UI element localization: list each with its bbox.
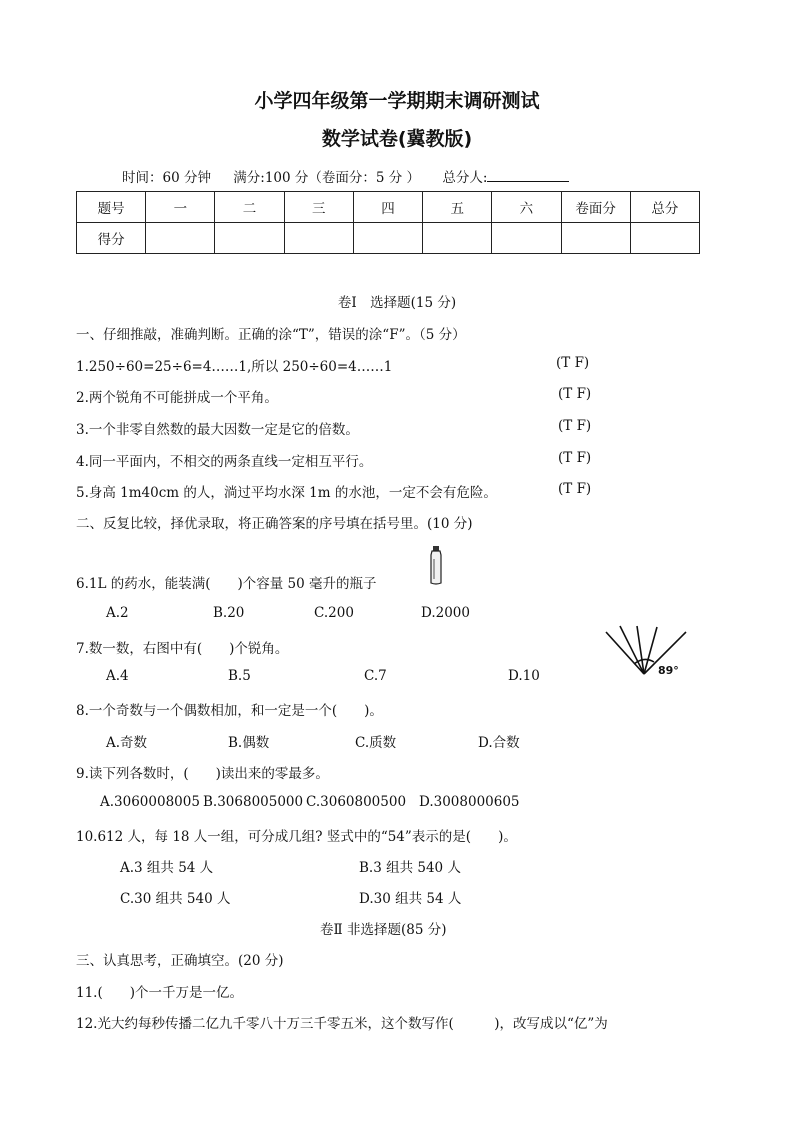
q9-option-a[interactable]: A.3060008005 (100, 794, 200, 810)
table-cell: 题号 (77, 192, 146, 223)
question-1: 1.250÷60=25÷6=4……1,所以 250÷60=4……1 (76, 359, 393, 375)
q8-option-a[interactable]: A.奇数 (106, 735, 148, 751)
tf-choice-4[interactable]: (T F) (558, 450, 592, 466)
q8-option-c[interactable]: C.质数 (355, 735, 397, 751)
table-cell: 六 (492, 192, 561, 223)
q10-option-d[interactable]: D.30 组共 54 人 (359, 891, 462, 907)
section1-heading: 一、仔细推敲，准确判断。正确的涂“T”，错误的涂“F”。（5 分） (76, 327, 466, 343)
question-7: 7.数一数，右图中有( )个锐角。 (76, 641, 289, 657)
total-scorer: 总分人: (442, 170, 587, 186)
question-8: 8.一个奇数与一个偶数相加，和一定是一个( )。 (76, 703, 383, 719)
score-input-cell[interactable] (353, 223, 422, 254)
score-row-label: 得分 (77, 223, 146, 254)
score-input-cell[interactable] (630, 223, 699, 254)
tf-choice-5[interactable]: (T F) (558, 481, 592, 497)
score-input-cell[interactable] (284, 223, 353, 254)
q7-option-d[interactable]: D.10 (508, 668, 540, 684)
angle-rays-figure (600, 622, 692, 680)
question-6: 6.1L 的药水，能装满( )个容量 50 毫升的瓶子 (76, 576, 377, 592)
question-4: 4.同一平面内，不相交的两条直线一定相互平行。 (76, 454, 373, 470)
q10-option-a[interactable]: A.3 组共 54 人 (120, 860, 214, 876)
exam-meta (122, 166, 587, 186)
q9-option-d[interactable]: D.3008000605 (419, 794, 520, 810)
q6-option-b[interactable]: B.20 (213, 605, 245, 621)
q8-option-b[interactable]: B.偶数 (228, 735, 270, 751)
q9-option-c[interactable]: C.3060800500 (306, 794, 407, 810)
score-input-cell[interactable] (423, 223, 492, 254)
total-scorer-blank[interactable] (487, 168, 569, 182)
table-cell: 五 (423, 192, 492, 223)
score-table-header-row (77, 192, 700, 223)
score-input-cell[interactable] (146, 223, 215, 254)
question-3: 3.一个非零自然数的最大因数一定是它的倍数。 (76, 422, 359, 438)
score-input-cell[interactable] (492, 223, 561, 254)
question-10: 10.612 人，每 18 人一组，可分成几组? 竖式中的“54”表示的是( )。 (76, 829, 517, 845)
time-limit: 时间：60 分钟 (122, 170, 211, 186)
q7-option-c[interactable]: C.7 (364, 668, 387, 684)
exam-subtitle: 数学试卷(冀教版) (321, 128, 473, 150)
score-table-score-row (77, 223, 700, 254)
question-9: 9.读下列各数时，( )读出来的零最多。 (76, 766, 329, 782)
part1-title: 卷Ⅰ 选择题(15 分) (337, 295, 457, 311)
exam-title: 小学四年级第一学期期末调研测试 (254, 90, 540, 112)
score-table (76, 191, 700, 254)
full-score: 满分:100 分（卷面分：5 分 ） (233, 170, 421, 186)
tf-choice-3[interactable]: (T F) (558, 418, 592, 434)
q6-option-a[interactable]: A.2 (106, 605, 129, 621)
table-cell: 总分 (630, 192, 699, 223)
score-input-cell[interactable] (561, 223, 630, 254)
table-cell: 三 (284, 192, 353, 223)
q10-option-c[interactable]: C.30 组共 540 人 (120, 891, 231, 907)
table-cell: 卷面分 (561, 192, 630, 223)
q9-option-b[interactable]: B.3068005000 (203, 794, 304, 810)
table-cell: 一 (146, 192, 215, 223)
question-11: 11.( )个一千万是一亿。 (76, 985, 244, 1001)
bottle-icon (428, 545, 444, 585)
score-input-cell[interactable] (215, 223, 284, 254)
question-5: 5.身高 1m40cm 的人，淌过平均水深 1m 的水池，一定不会有危险。 (76, 485, 497, 501)
tf-choice-1[interactable]: (T F) (556, 355, 590, 371)
table-cell: 二 (215, 192, 284, 223)
q10-option-b[interactable]: B.3 组共 540 人 (359, 860, 461, 876)
section2-heading: 二、反复比较，择优录取，将正确答案的序号填在括号里。(10 分) (76, 516, 473, 532)
q7-option-a[interactable]: A.4 (106, 668, 129, 684)
table-cell: 四 (353, 192, 422, 223)
part2-title: 卷Ⅱ 非选择题(85 分) (320, 922, 447, 938)
angle-label: 89° (658, 664, 679, 677)
tf-choice-2[interactable]: (T F) (558, 386, 592, 402)
q8-option-d[interactable]: D.合数 (478, 735, 520, 751)
q6-option-d[interactable]: D.2000 (421, 605, 470, 621)
section3-heading: 三、认真思考，正确填空。(20 分) (76, 953, 284, 969)
question-12: 12.光大约每秒传播二亿九千零八十万三千零五米，这个数写作( )，改写成以“亿”为 (76, 1016, 608, 1032)
q7-option-b[interactable]: B.5 (228, 668, 251, 684)
question-2: 2.两个锐角不可能拼成一个平角。 (76, 390, 278, 406)
q6-option-c[interactable]: C.200 (314, 605, 354, 621)
